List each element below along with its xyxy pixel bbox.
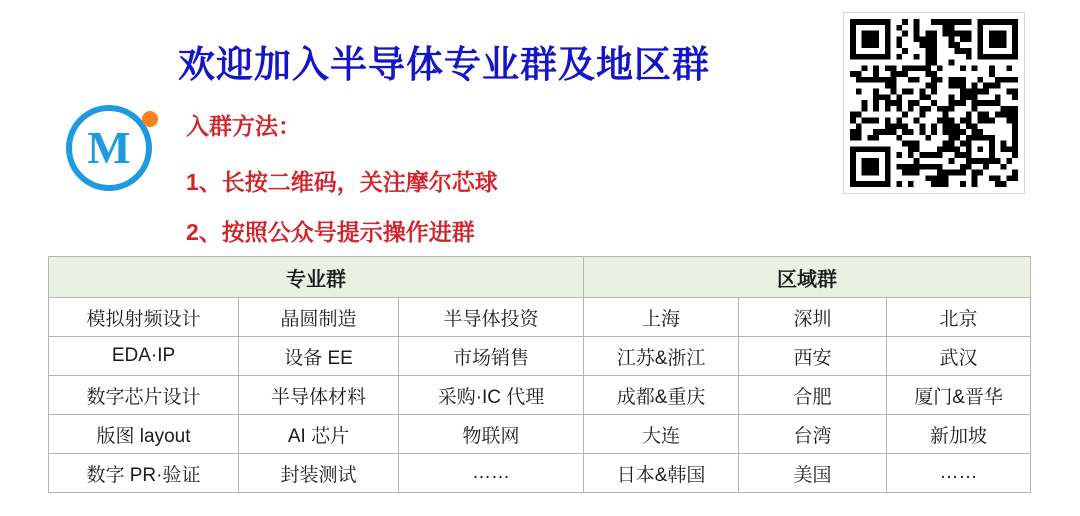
logo-letter: M [87,122,131,173]
table-cell: 模拟射频设计 [49,298,239,337]
table-cell: 日本&韩国 [584,454,739,493]
table-cell: 版图 layout [49,415,239,454]
table-cell: …… [887,454,1031,493]
table-cell: 厦门&晋华 [887,376,1031,415]
table-row [49,298,1031,337]
table-cell: 数字芯片设计 [49,376,239,415]
qr-code-image [850,19,1018,187]
table-cell: 半导体投资 [399,298,584,337]
table-cell: 新加坡 [887,415,1031,454]
table-cell: 数字 PR·验证 [49,454,239,493]
table-cell: 大连 [584,415,739,454]
table-cell: 设备 EE [239,337,399,376]
table-header-row [49,257,1031,298]
table-cell: 半导体材料 [239,376,399,415]
table-cell: 封装测试 [239,454,399,493]
table-cell: 晶圆制造 [239,298,399,337]
table-row [49,454,1031,493]
table-cell: EDA·IP [49,337,239,376]
groups-table [48,256,1031,493]
table-cell: 台湾 [739,415,887,454]
header-professional: 专业群 [49,257,584,298]
table-cell: 西安 [739,337,887,376]
table-cell: 武汉 [887,337,1031,376]
table-cell: 深圳 [739,298,887,337]
table-row [49,415,1031,454]
table-cell: 采购·IC 代理 [399,376,584,415]
logo-dot-icon [142,111,158,127]
table-cell: 成都&重庆 [584,376,739,415]
table-cell: 江苏&浙江 [584,337,739,376]
table-cell: 合肥 [739,376,887,415]
table-cell: 上海 [584,298,739,337]
header-regional: 区域群 [584,257,1031,298]
table-cell: 市场销售 [399,337,584,376]
table-cell: …… [399,454,584,493]
table-cell: 物联网 [399,415,584,454]
page-title: 欢迎加入半导体专业群及地区群 [178,44,710,85]
table-row [49,337,1031,376]
join-step-2: 2、按照公众号提示操作进群 [186,219,475,245]
table-cell: 北京 [887,298,1031,337]
join-method-label: 入群方法： [186,113,301,139]
table-row [49,376,1031,415]
groups-table-wrapper [48,256,1030,493]
table-cell: AI 芯片 [239,415,399,454]
brand-logo [66,105,171,210]
join-step-1: 1、长按二维码，关注摩尔芯球 [186,169,498,195]
table-body [49,298,1031,493]
table-cell: 美国 [739,454,887,493]
qr-code[interactable] [843,12,1025,194]
